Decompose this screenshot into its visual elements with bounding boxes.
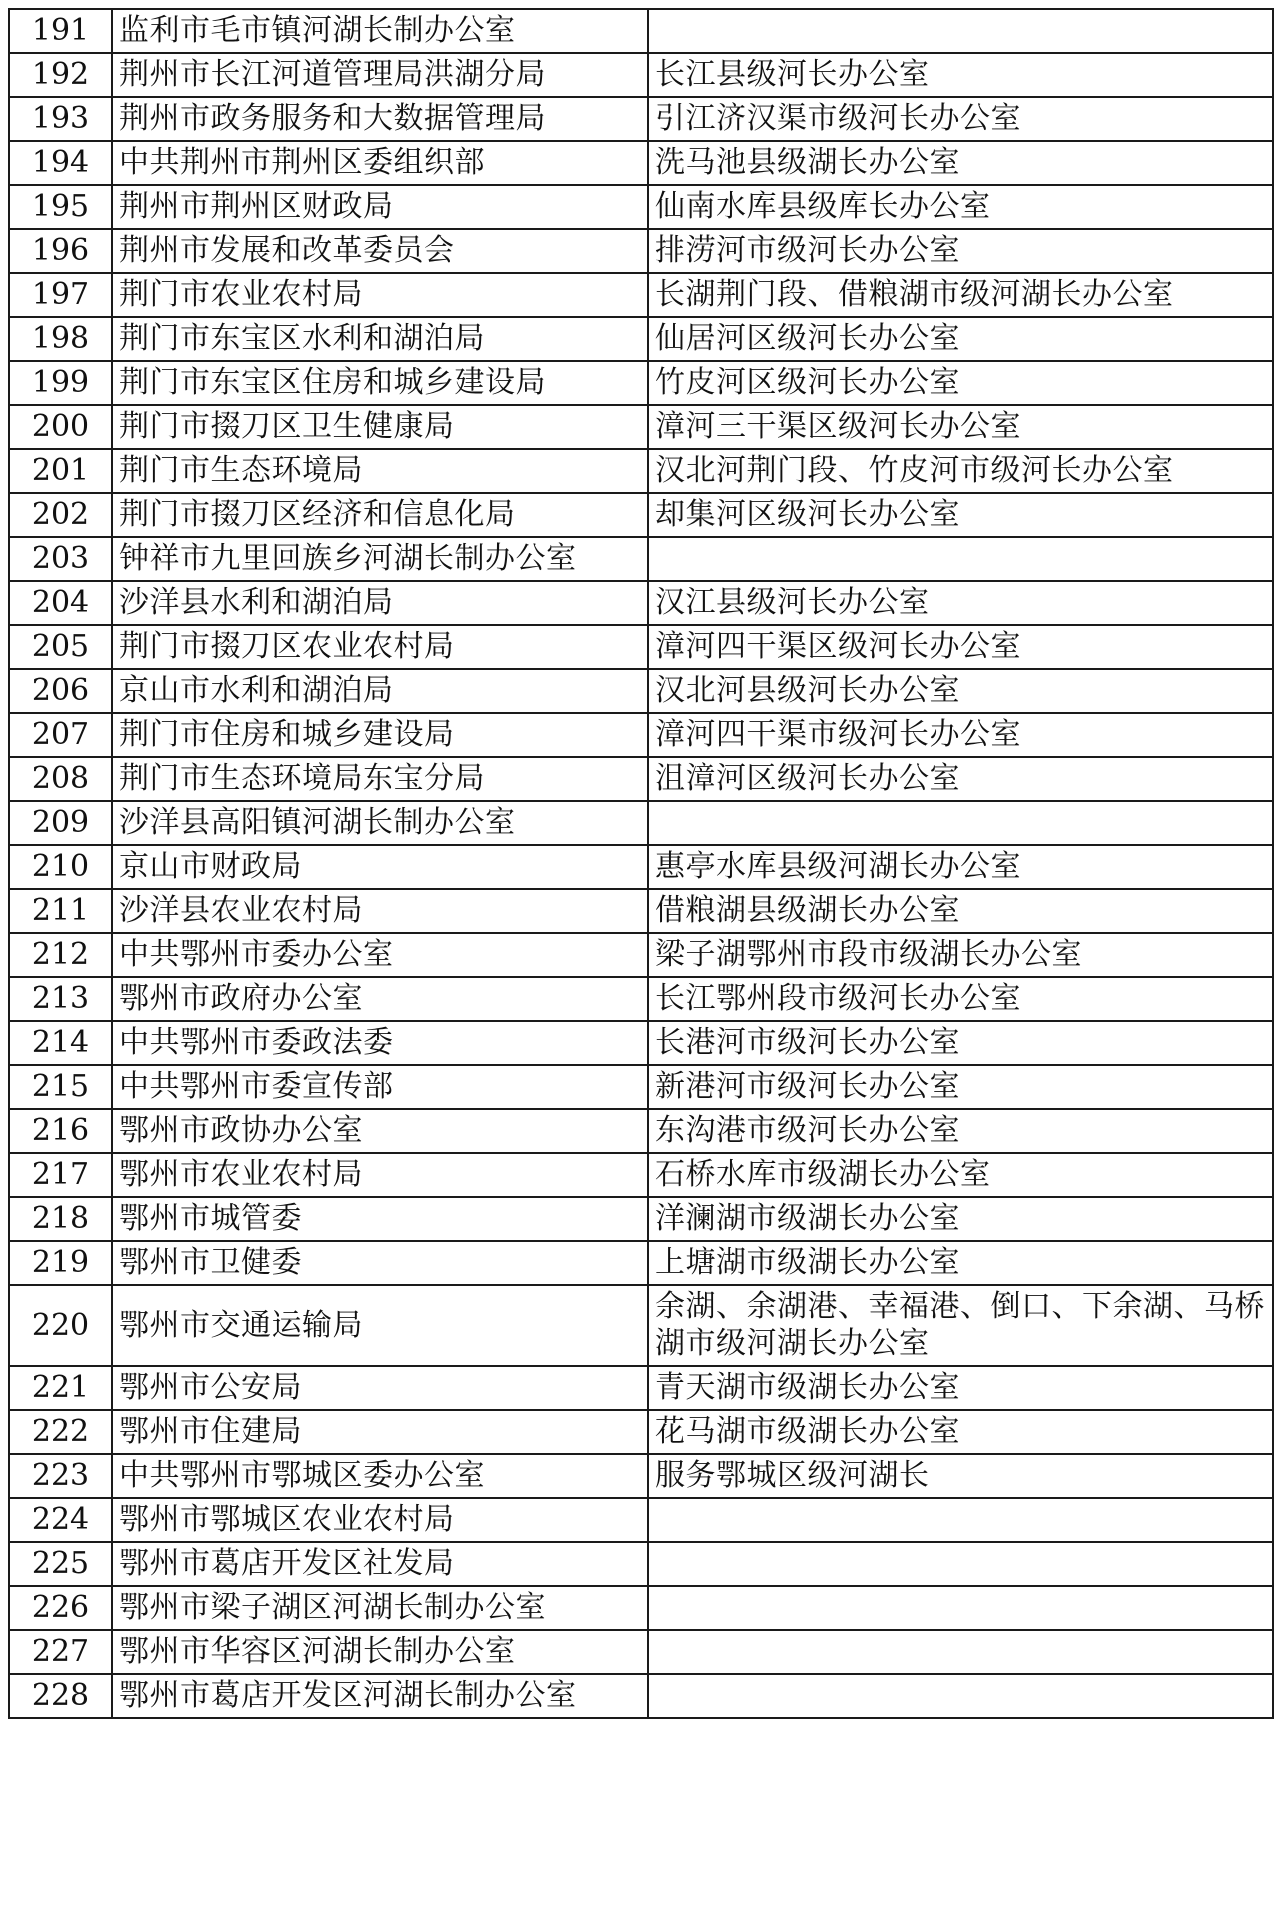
table-row: [9, 493, 1273, 537]
department-cell: 鄂州市葛店开发区社发局: [112, 1542, 648, 1586]
row-number: 228: [9, 1674, 112, 1718]
row-number: 219: [9, 1241, 112, 1285]
department-cell: 荆州市发展和改革委员会: [112, 229, 648, 273]
river-lake-office-cell: 石桥水库市级湖长办公室: [648, 1153, 1273, 1197]
row-number: 222: [9, 1410, 112, 1454]
table-row: [9, 757, 1273, 801]
river-lake-office-cell: 上塘湖市级湖长办公室: [648, 1241, 1273, 1285]
department-cell: 鄂州市交通运输局: [112, 1285, 648, 1366]
row-number: 224: [9, 1498, 112, 1542]
table-row: [9, 977, 1273, 1021]
river-lake-office-cell: 惠亭水库县级河湖长办公室: [648, 845, 1273, 889]
row-number: 204: [9, 581, 112, 625]
table-row: [9, 1630, 1273, 1674]
department-cell: 鄂州市政协办公室: [112, 1109, 648, 1153]
table-row: [9, 581, 1273, 625]
table-row: [9, 933, 1273, 977]
table-row: [9, 1498, 1273, 1542]
department-cell: 鄂州市公安局: [112, 1366, 648, 1410]
table-row: [9, 1197, 1273, 1241]
table-row: [9, 405, 1273, 449]
river-lake-office-cell: [648, 1630, 1273, 1674]
river-lake-office-cell: 借粮湖县级湖长办公室: [648, 889, 1273, 933]
row-number: 191: [9, 9, 112, 53]
row-number: 223: [9, 1454, 112, 1498]
department-cell: 荆门市农业农村局: [112, 273, 648, 317]
river-lake-office-cell: 洗马池县级湖长办公室: [648, 141, 1273, 185]
river-lake-office-cell: 却集河区级河长办公室: [648, 493, 1273, 537]
river-lake-office-cell: 长江县级河长办公室: [648, 53, 1273, 97]
table-row: [9, 185, 1273, 229]
table-row: [9, 1065, 1273, 1109]
river-lake-office-cell: 青天湖市级湖长办公室: [648, 1366, 1273, 1410]
table-row: [9, 801, 1273, 845]
river-lake-office-cell: 洋澜湖市级湖长办公室: [648, 1197, 1273, 1241]
row-number: 196: [9, 229, 112, 273]
department-cell: 沙洋县高阳镇河湖长制办公室: [112, 801, 648, 845]
department-cell: 荆州市政务服务和大数据管理局: [112, 97, 648, 141]
table-row: [9, 713, 1273, 757]
department-cell: 荆门市生态环境局东宝分局: [112, 757, 648, 801]
department-cell: 京山市水利和湖泊局: [112, 669, 648, 713]
river-lake-office-cell: 仙南水库县级库长办公室: [648, 185, 1273, 229]
row-number: 221: [9, 1366, 112, 1410]
river-lake-office-cell: 引江济汉渠市级河长办公室: [648, 97, 1273, 141]
department-cell: 中共荆州市荆州区委组织部: [112, 141, 648, 185]
row-number: 214: [9, 1021, 112, 1065]
table-row: [9, 1586, 1273, 1630]
table-row: [9, 1410, 1273, 1454]
river-lake-office-cell: 沮漳河区级河长办公室: [648, 757, 1273, 801]
row-number: 211: [9, 889, 112, 933]
row-number: 208: [9, 757, 112, 801]
department-cell: 中共鄂州市鄂城区委办公室: [112, 1454, 648, 1498]
table-row: [9, 1366, 1273, 1410]
table-row: [9, 9, 1273, 53]
department-cell: 鄂州市农业农村局: [112, 1153, 648, 1197]
department-cell: 荆门市东宝区住房和城乡建设局: [112, 361, 648, 405]
department-cell: 鄂州市鄂城区农业农村局: [112, 1498, 648, 1542]
row-number: 201: [9, 449, 112, 493]
row-number: 203: [9, 537, 112, 581]
table-row: [9, 273, 1273, 317]
department-cell: 钟祥市九里回族乡河湖长制办公室: [112, 537, 648, 581]
river-lake-office-cell: 花马湖市级湖长办公室: [648, 1410, 1273, 1454]
table-row: [9, 1109, 1273, 1153]
river-lake-office-cell: 漳河三干渠区级河长办公室: [648, 405, 1273, 449]
table-row: [9, 1153, 1273, 1197]
table-row: [9, 889, 1273, 933]
river-lake-office-cell: 梁子湖鄂州市段市级湖长办公室: [648, 933, 1273, 977]
row-number: 227: [9, 1630, 112, 1674]
department-cell: 荆门市东宝区水利和湖泊局: [112, 317, 648, 361]
table-row: [9, 1674, 1273, 1718]
department-cell: 中共鄂州市委宣传部: [112, 1065, 648, 1109]
river-lake-office-cell: 东沟港市级河长办公室: [648, 1109, 1273, 1153]
department-cell: 鄂州市城管委: [112, 1197, 648, 1241]
river-lake-office-cell: [648, 9, 1273, 53]
table-row: [9, 1241, 1273, 1285]
river-lake-office-cell: 长港河市级河长办公室: [648, 1021, 1273, 1065]
row-number: 215: [9, 1065, 112, 1109]
table-row: [9, 1021, 1273, 1065]
row-number: 199: [9, 361, 112, 405]
river-lake-office-cell: 汉江县级河长办公室: [648, 581, 1273, 625]
table-row: [9, 97, 1273, 141]
department-cell: 荆门市掇刀区农业农村局: [112, 625, 648, 669]
row-number: 226: [9, 1586, 112, 1630]
river-lake-office-cell: [648, 801, 1273, 845]
table-row: [9, 53, 1273, 97]
department-cell: 京山市财政局: [112, 845, 648, 889]
table-row: [9, 229, 1273, 273]
department-cell: 鄂州市梁子湖区河湖长制办公室: [112, 1586, 648, 1630]
row-number: 206: [9, 669, 112, 713]
department-cell: 荆门市住房和城乡建设局: [112, 713, 648, 757]
row-number: 195: [9, 185, 112, 229]
river-lake-office-cell: [648, 537, 1273, 581]
department-cell: 沙洋县农业农村局: [112, 889, 648, 933]
row-number: 194: [9, 141, 112, 185]
department-cell: 荆州市荆州区财政局: [112, 185, 648, 229]
department-cell: 荆州市长江河道管理局洪湖分局: [112, 53, 648, 97]
river-lake-office-cell: 排涝河市级河长办公室: [648, 229, 1273, 273]
department-cell: 鄂州市华容区河湖长制办公室: [112, 1630, 648, 1674]
river-lake-office-cell: 仙居河区级河长办公室: [648, 317, 1273, 361]
department-cell: 沙洋县水利和湖泊局: [112, 581, 648, 625]
river-lake-office-cell: 余湖、余湖港、幸福港、倒口、下余湖、马桥湖市级河湖长办公室: [648, 1285, 1273, 1366]
row-number: 202: [9, 493, 112, 537]
department-cell: 鄂州市住建局: [112, 1410, 648, 1454]
row-number: 218: [9, 1197, 112, 1241]
river-lake-office-cell: 漳河四干渠区级河长办公室: [648, 625, 1273, 669]
row-number: 220: [9, 1285, 112, 1366]
river-lake-office-cell: [648, 1498, 1273, 1542]
row-number: 192: [9, 53, 112, 97]
row-number: 197: [9, 273, 112, 317]
row-number: 209: [9, 801, 112, 845]
table-row: [9, 845, 1273, 889]
department-cell: 鄂州市卫健委: [112, 1241, 648, 1285]
river-lake-office-cell: 漳河四干渠市级河长办公室: [648, 713, 1273, 757]
table-row: [9, 361, 1273, 405]
table-row: [9, 537, 1273, 581]
table-row: [9, 625, 1273, 669]
table-row: [9, 449, 1273, 493]
row-number: 205: [9, 625, 112, 669]
river-lake-office-cell: 汉北河荆门段、竹皮河市级河长办公室: [648, 449, 1273, 493]
department-cell: 荆门市掇刀区卫生健康局: [112, 405, 648, 449]
river-lake-office-cell: [648, 1586, 1273, 1630]
row-number: 225: [9, 1542, 112, 1586]
table-row: [9, 669, 1273, 713]
department-cell: 鄂州市葛店开发区河湖长制办公室: [112, 1674, 648, 1718]
row-number: 207: [9, 713, 112, 757]
table-row: [9, 1285, 1273, 1366]
river-lake-office-cell: [648, 1542, 1273, 1586]
table-row: [9, 317, 1273, 361]
river-lake-office-cell: 新港河市级河长办公室: [648, 1065, 1273, 1109]
row-number: 217: [9, 1153, 112, 1197]
assignment-table: [8, 8, 1274, 1719]
department-cell: 荆门市掇刀区经济和信息化局: [112, 493, 648, 537]
table-row: [9, 1454, 1273, 1498]
river-lake-office-cell: 竹皮河区级河长办公室: [648, 361, 1273, 405]
row-number: 200: [9, 405, 112, 449]
table-row: [9, 141, 1273, 185]
table-body: [9, 9, 1273, 1718]
row-number: 212: [9, 933, 112, 977]
table-row: [9, 1542, 1273, 1586]
row-number: 198: [9, 317, 112, 361]
river-lake-office-cell: 服务鄂城区级河湖长: [648, 1454, 1273, 1498]
department-cell: 中共鄂州市委政法委: [112, 1021, 648, 1065]
row-number: 216: [9, 1109, 112, 1153]
department-cell: 中共鄂州市委办公室: [112, 933, 648, 977]
department-cell: 荆门市生态环境局: [112, 449, 648, 493]
river-lake-office-cell: 汉北河县级河长办公室: [648, 669, 1273, 713]
river-lake-office-cell: 长江鄂州段市级河长办公室: [648, 977, 1273, 1021]
row-number: 213: [9, 977, 112, 1021]
row-number: 210: [9, 845, 112, 889]
river-lake-office-cell: 长湖荆门段、借粮湖市级河湖长办公室: [648, 273, 1273, 317]
department-cell: 鄂州市政府办公室: [112, 977, 648, 1021]
row-number: 193: [9, 97, 112, 141]
department-cell: 监利市毛市镇河湖长制办公室: [112, 9, 648, 53]
river-lake-office-cell: [648, 1674, 1273, 1718]
